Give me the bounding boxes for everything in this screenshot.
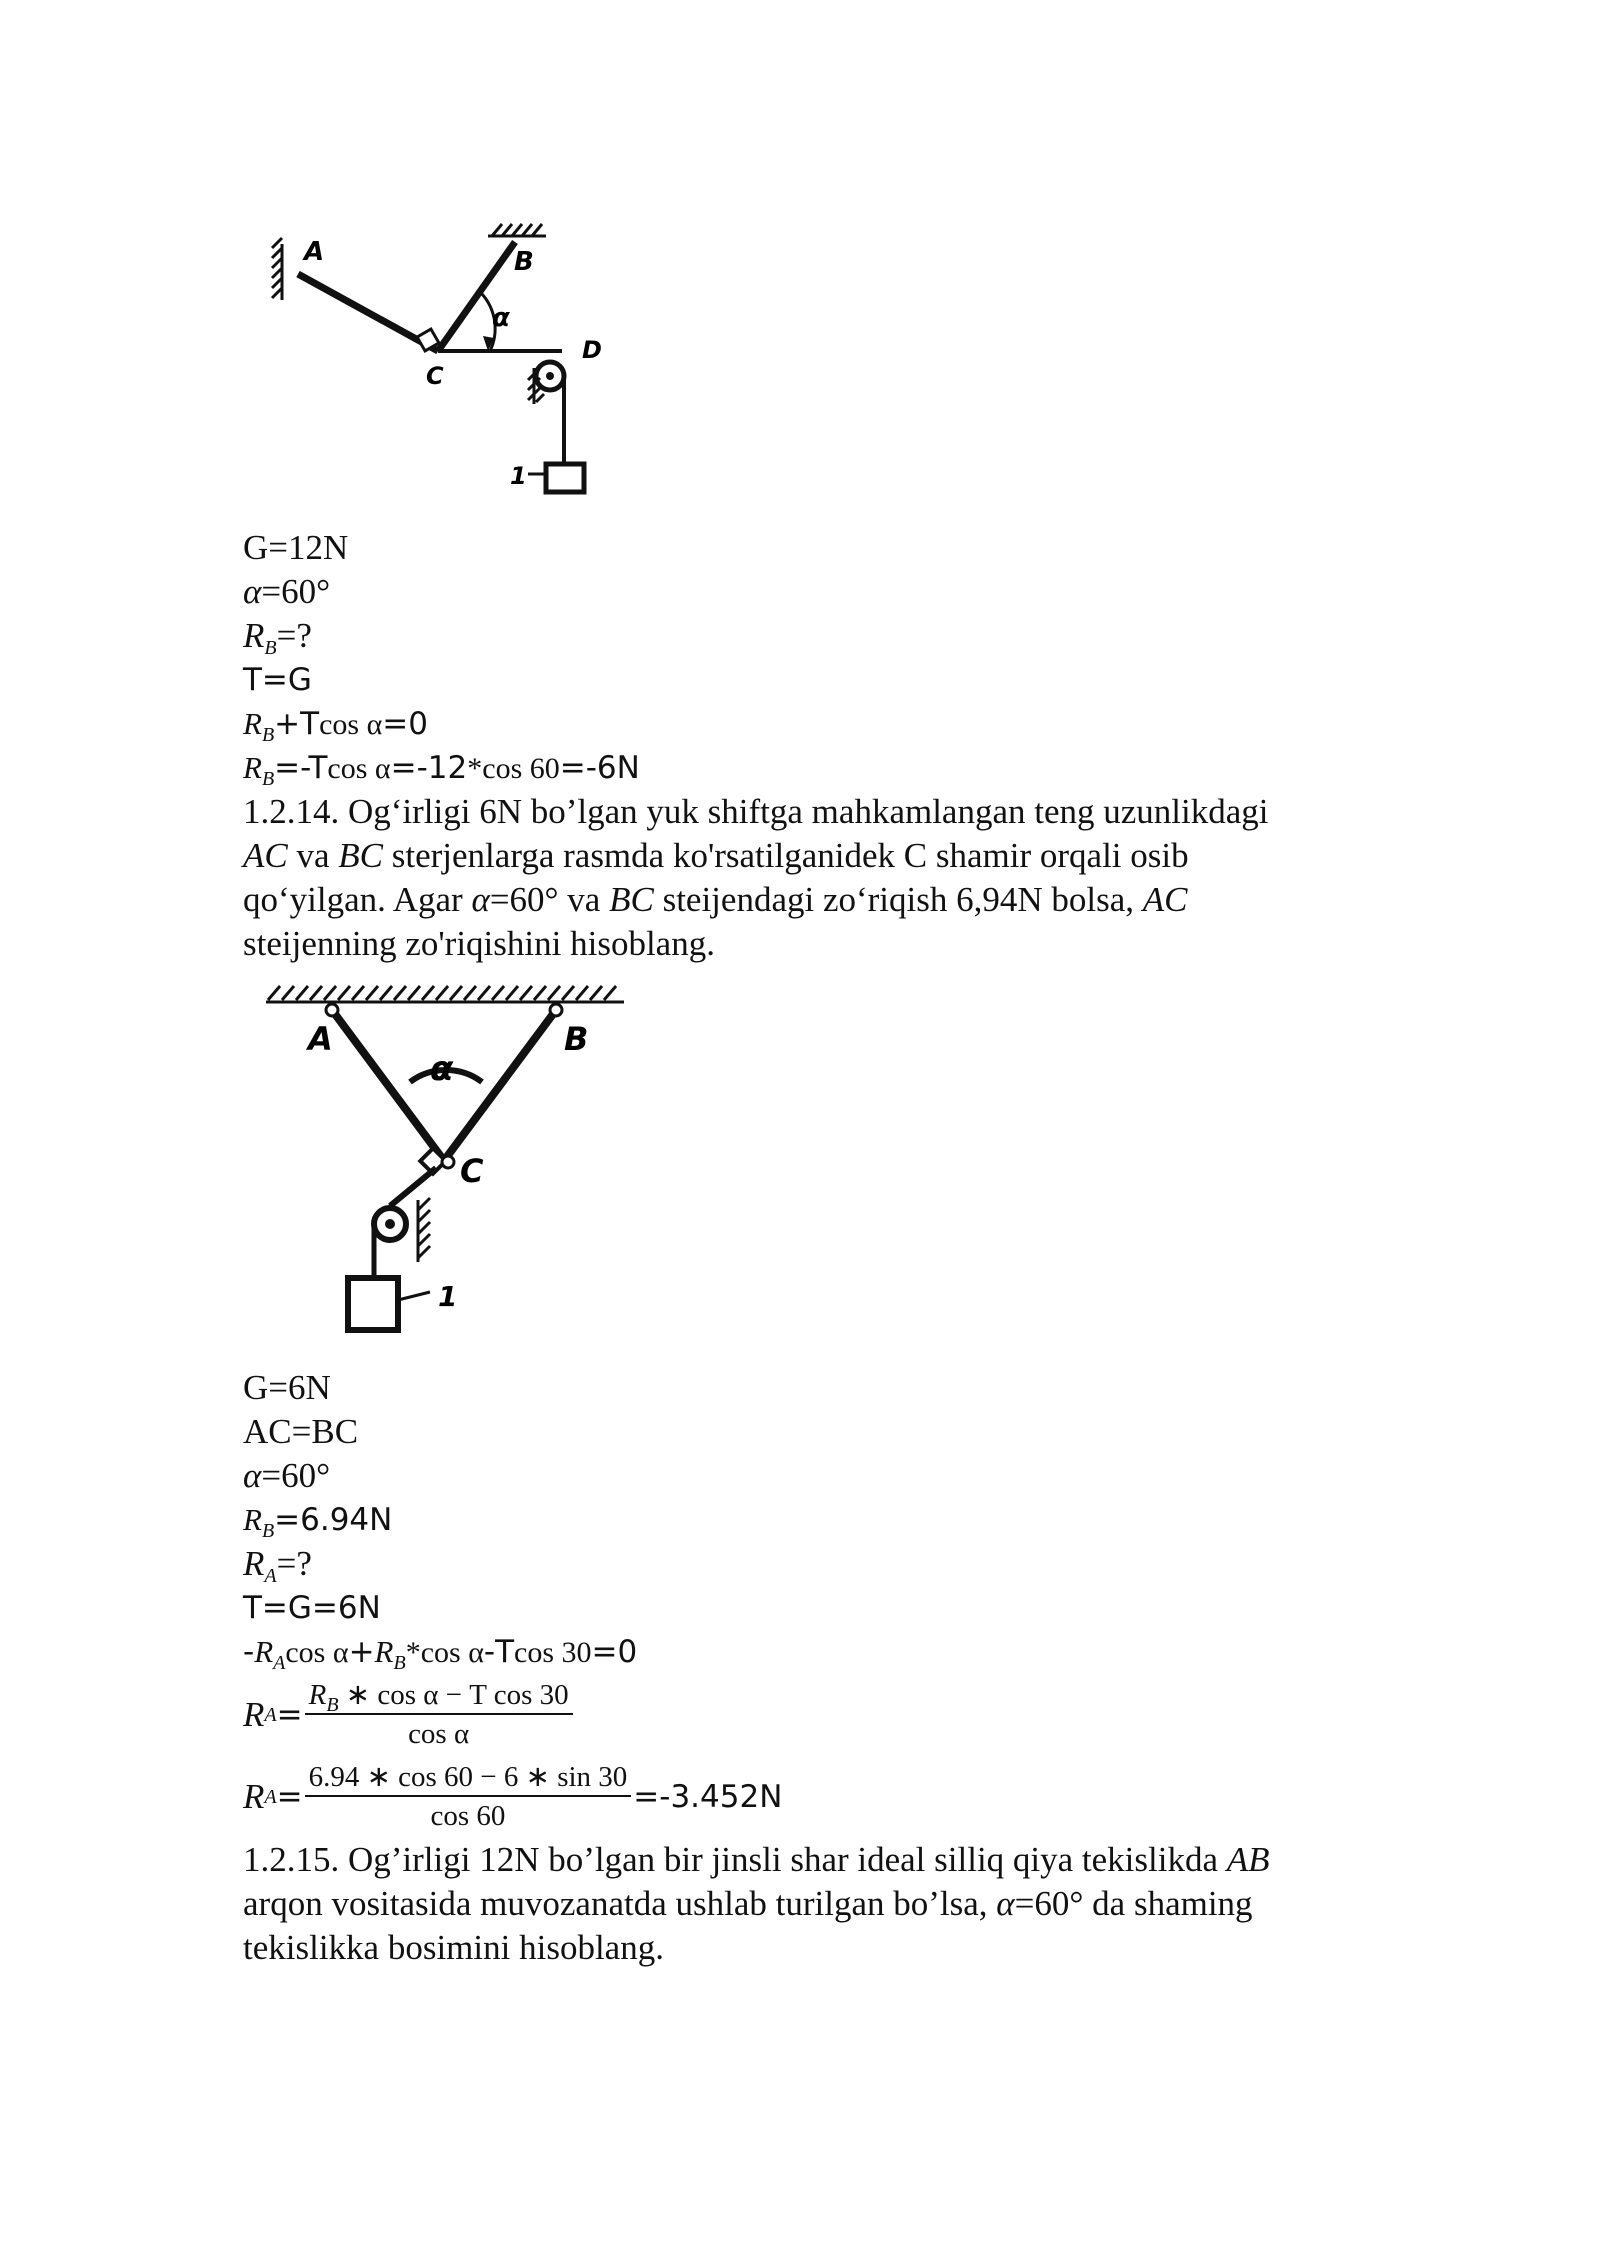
rod-ac <box>332 1010 442 1158</box>
solution-block-2 <box>243 1366 1383 1970</box>
rod-bc <box>446 1010 556 1158</box>
label-1: 1 <box>510 462 527 490</box>
ra-formula: R A = $\frac{R_B ∗ \cos \alpha - T \cos 30}{\text{cos α}}$ <box>243 1674 1383 1756</box>
label-b: B <box>514 247 534 277</box>
ra-numeric-fraction: $\frac{6.94 ∗ \cos 60 - 6 ∗ \sin 30}{\cos 60}$ <box>305 1759 632 1835</box>
unknown-rb: $R_B=$? <box>243 616 312 659</box>
label-1: 1 <box>438 1280 458 1313</box>
label-d: D <box>582 336 602 364</box>
label-a: A <box>308 1020 333 1058</box>
problem-1-2-15-line-1: 1.2.15. Og’irligi 12N bo’lgan bir jinsli shar ideal silliq qiya tekislikda AB <box>243 1840 1270 1879</box>
ceiling-hatch <box>266 986 624 1002</box>
problem-1-2-14-line-2: AC va BC sterjenlarga rasmda ko'rsatilganidek C shamir orqali osib <box>243 836 1189 875</box>
equilibrium-equation: $R_B+Tcos$ α=0 <box>243 706 428 746</box>
problem-1-2-15-line-3: tekislikka bosimini hisoblang. <box>243 1928 664 1967</box>
ra-result: =-3.452N <box>633 1779 783 1815</box>
label-c: C <box>426 362 444 390</box>
label-alpha: α <box>430 1049 454 1089</box>
label-a: A <box>304 237 325 267</box>
wall-a-hatch <box>272 238 282 300</box>
given-rb: $R_B=6.94N$ <box>243 1502 393 1542</box>
figure-1-diagram <box>270 208 630 508</box>
rod-bc <box>438 242 515 351</box>
figure-2-diagram <box>258 972 638 1342</box>
load-1 <box>546 464 584 492</box>
tension-equation: T=G <box>243 662 312 698</box>
load-1 <box>348 1278 398 1330</box>
given-alpha: α=60° <box>243 572 331 611</box>
rb-result-equation: $R_B=$-Tcos α=-12*cos 60=-6N <box>243 750 640 790</box>
unknown-ra: $R_A=$? <box>243 1544 312 1587</box>
problem-1-2-15-line-2: arqon vositasida muvozanatda ushlab turilgan bo’lsa, α=60° da shaming <box>243 1884 1253 1923</box>
given-alpha: α=60° <box>243 1456 331 1495</box>
given-g: G=6N <box>243 1368 331 1407</box>
problem-1-2-14-line-1: 1.2.14. Og‘irligi 6N bo’lgan yuk shiftga mahkamlangan teng uzunlikdagi <box>243 792 1269 831</box>
given-g: G=12N <box>243 528 349 567</box>
equilibrium-equation: $-R_A\cos$ $\alpha+R_B*\cos$ α-Tcos 30=0 <box>243 1634 638 1674</box>
ra-fraction: $\frac{R_B ∗ \cos \alpha - T \cos 30}{\text{cos α}}$ <box>305 1677 573 1753</box>
label-c: C <box>460 1152 484 1190</box>
given-ac-bc: AC=BC <box>243 1412 359 1451</box>
ra-numeric: R A = $\frac{6.94 ∗ \cos 60 - 6 ∗ \sin 30}{\cos 60}$ =-3.452N <box>243 1756 1383 1838</box>
ceiling-b-hatch <box>488 224 546 236</box>
label-b: B <box>564 1020 589 1058</box>
solution-block-1 <box>243 526 1383 966</box>
label-alpha: α <box>492 303 510 333</box>
problem-1-2-14-line-3: qo‘yilgan. Agar α=60° va BC steijendagi zo‘riqish 6,94N bolsa, AC <box>243 880 1188 919</box>
problem-1-2-14-line-4: steijenning zo'riqishini hisoblang. <box>243 924 715 963</box>
tension-equation: T=G=6N <box>243 1590 381 1626</box>
